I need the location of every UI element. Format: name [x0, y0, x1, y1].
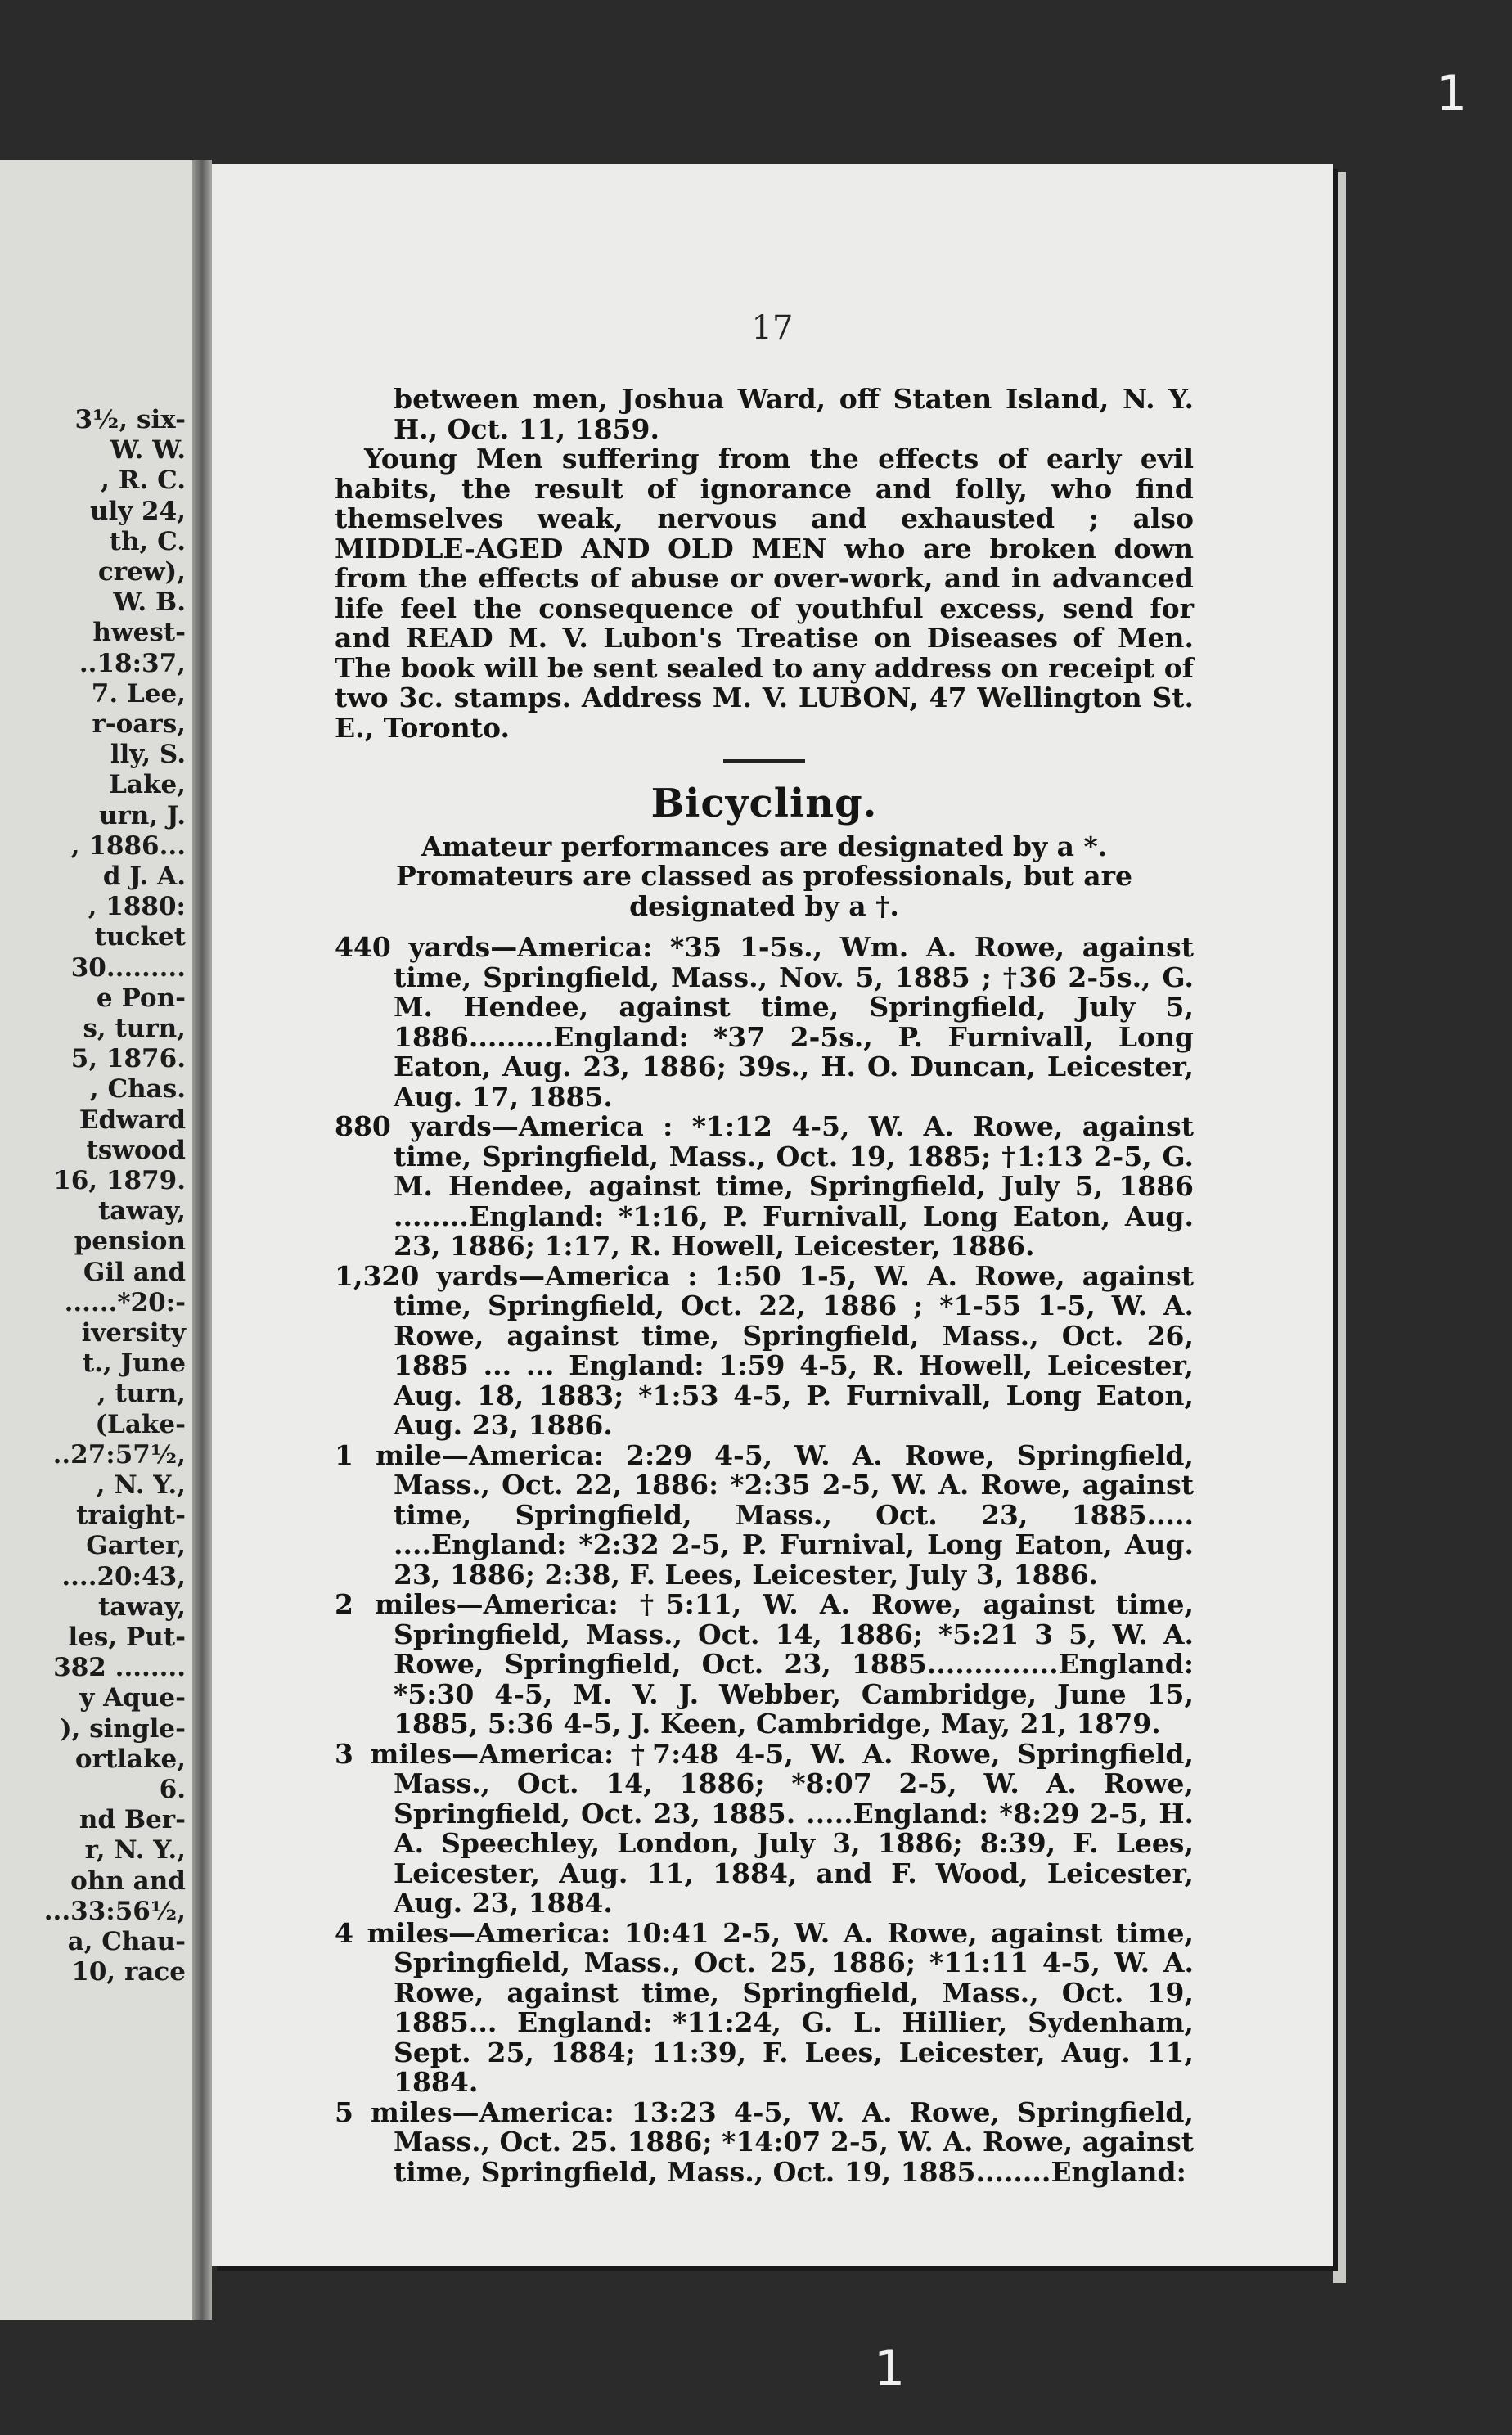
facing-page-line: d J. A. — [102, 862, 186, 891]
facing-page-line: ......*20:- — [64, 1287, 186, 1317]
facing-page-line: , R. C. — [101, 466, 186, 496]
facing-page-line: r-oars, — [92, 709, 186, 739]
page-number: 17 — [751, 309, 794, 347]
facing-page-fragment — [0, 160, 192, 2320]
facing-page-line: les, Put- — [68, 1623, 186, 1652]
facing-page-line: urn, J. — [98, 800, 186, 830]
record-entry: 3 miles—America: †7:48 4-5, W. A. Rowe, Springfield, Mass., Oct. 14, 1886; *8:07 2-5, W. A. Rowe, Springfield, Oct. 23, 1885. .....England: *8:29 2-5, H. A. Speechley, London, July 3, 1886; 8:39, F. Lees, Leicester, Aug. 11, 1884, and F. Wood, Leicester, Aug. 23, 1884. — [335, 1737, 1194, 1919]
facing-page-line: pension — [74, 1227, 186, 1257]
record-entry: 1,320 yards—America : 1:50 1-5, W. A. Rowe, against time, Springfield, Oct. 22, 1886 ; *1-55 1-5, W. A. Rowe, against time, Springfield, Mass., Oct. 26, 1885 ... ... England: 1:59 4-5, R. Howell, Leicester, Aug. 18, 1883; *1:53 4-5, P. Furnivall, Long Eaton, Aug. 23, 1886. — [335, 1259, 1194, 1441]
page-edge — [1333, 172, 1346, 2283]
facing-page-line: , 1880: — [88, 892, 186, 922]
facing-page-line: uly 24, — [89, 496, 186, 526]
section-divider — [723, 759, 805, 763]
facing-page-line: taway, — [97, 1591, 186, 1622]
record-entry: 880 yards—America : *1:12 4-5, W. A. Rowe, against time, Springfield, Mass., Oct. 19, 1885; †1:13 2-5, G. M. Hendee, against time, Springfield, July 5, 1886 ........England: *1:16, P. Furnivall, Long Eaton, Aug. 23, 1886; 1:17, R. Howell, Leicester, 1886. — [335, 1110, 1194, 1262]
facing-page-line: tucket — [94, 922, 186, 952]
facing-page-line: 30......... — [70, 952, 186, 983]
margin-mark-top: 1 — [1436, 65, 1468, 123]
facing-page-line: ..18:37, — [79, 648, 186, 678]
facing-page-line: iversity — [81, 1318, 186, 1348]
facing-page-line: Lake, — [109, 770, 186, 800]
facing-page-line: Garter, — [86, 1531, 186, 1561]
book-gutter — [192, 160, 212, 2320]
facing-page-line: y Aque- — [79, 1683, 186, 1713]
facing-page-line: taway, — [97, 1196, 186, 1227]
record-entry: 4 miles—America: 10:41 2-5, W. A. Rowe, against time, Springfield, Mass., Oct. 25, 1886; *11:11 4-5, W. A. Rowe, against time, Springfield, Mass., Oct. 19, 1885... England: *11:24, G. L. Hillier, Sydenham, Sept. 25, 1884; 11:39, F. Lees, Leicester, Aug. 11, 1884. — [335, 1916, 1194, 2098]
facing-page-line: ), single- — [59, 1713, 186, 1744]
page-body — [335, 385, 1194, 2187]
facing-page-line: , N. Y., — [96, 1470, 186, 1500]
facing-page-line: th, C. — [109, 526, 186, 556]
record-entry: 440 yards—America: *35 1-5s., Wm. A. Rowe, against time, Springfield, Mass., Nov. 5, 1885 ; †36 2-5s., G. M. Hendee, against time, Springfield, July 5, 1886.........England: *37 2-5s., P. Furnivall, Long Eaton, Aug. 23, 1886; 39s., H. O. Duncan, Leicester, Aug. 17, 1885. — [335, 931, 1194, 1113]
facing-page-line: tswood — [86, 1135, 186, 1165]
facing-page-line: Edward — [79, 1105, 186, 1135]
facing-page-line: , 1886... — [70, 830, 186, 861]
record-entry: 2 miles—America: †5:11, W. A. Rowe, against time, Springfield, Mass., Oct. 14, 1886; *5:21 3 5, W. A. Rowe, Springfield, Oct. 23, 1885..............England: *5:30 4-5, M. V. J. Webber, Cambridge, June 15, 1885, 5:36 4-5, J. Keen, Cambridge, May, 21, 1879. — [335, 1588, 1194, 1740]
facing-page-line: ohn and — [70, 1866, 186, 1896]
facing-page-line: , Chas. — [89, 1074, 186, 1105]
record-entry: 1 mile—America: 2:29 4-5, W. A. Rowe, Springfield, Mass., Oct. 22, 1886: *2:35 2-5, W. A. Rowe, against time, Springfield, Mass., Oct. 23, 1885..... ....England: *2:32 2-5, P. Furnival, Long Eaton, Aug. 23, 1886; 2:38, F. Lees, Leicester, July 3, 1886. — [335, 1438, 1194, 1591]
facing-page-line: a, Chau- — [67, 1927, 186, 1956]
facing-page-line: e Pon- — [96, 983, 186, 1013]
facing-page-line: 382 ........ — [53, 1653, 186, 1683]
advertisement-paragraph: Young Men suffering from the effects of early evil habits, the result of ignorance and folly, who find themselves weak, nervous and exhausted ; also MIDDLE-AGED AND OLD MEN who are broken down from the effects of abuse or over-work, and in advanced life feel the consequence of youthful excess, send for and READ M. V. Lubon's Treatise on Diseases of Men. The book will be sent sealed to any address on receipt of two 3c. stamps. Address M. V. LUBON, 47 Wellington St. E., Toronto. — [335, 443, 1194, 744]
facing-page-line: 6. — [159, 1775, 186, 1804]
facing-page-line: (Lake- — [95, 1409, 186, 1439]
facing-page-line: Gil and — [83, 1257, 186, 1287]
margin-mark-bottom: 1 — [874, 2340, 906, 2397]
record-entry: 5 miles—America: 13:23 4-5, W. A. Rowe, Springfield, Mass., Oct. 25. 1886; *14:07 2-5, W. A. Rowe, against time, Springfield, Mass., Oct. 19, 1885........England: — [335, 2095, 1194, 2188]
facing-page-line: ....20:43, — [61, 1561, 186, 1591]
facing-page-line: r, N. Y., — [84, 1835, 186, 1866]
facing-page-line: lly, S. — [110, 740, 186, 770]
facing-page-line: 3½, six- — [74, 405, 186, 434]
facing-page-line: s, turn, — [83, 1014, 186, 1043]
facing-page-line: 7. Lee, — [91, 678, 186, 709]
section-heading: Bicycling. — [650, 781, 878, 826]
facing-page-line: traight- — [76, 1501, 186, 1531]
facing-page-line: 10, race — [71, 1957, 186, 1987]
record-list — [335, 933, 1194, 2187]
facing-page-line: W. B. — [113, 587, 186, 618]
facing-page-line: 16, 1879. — [53, 1166, 186, 1195]
facing-page-line: t., June — [82, 1348, 186, 1379]
page-17 — [212, 164, 1333, 2266]
facing-page-line: ortlake, — [74, 1744, 186, 1774]
designation-note: Amateur performances are designated by a *. Promateurs are classed as professionals, but are designated by a †. — [395, 830, 1133, 922]
facing-page-line: ...33:56½, — [43, 1896, 186, 1926]
facing-page-line: 5, 1876. — [70, 1044, 186, 1074]
facing-page-line: ..27:57½, — [52, 1439, 186, 1470]
facing-page-line: crew), — [97, 557, 186, 587]
facing-page-line: nd Ber- — [79, 1805, 186, 1835]
facing-page-line: , turn, — [97, 1379, 186, 1409]
paragraph-continuation: between men, Joshua Ward, off Staten Island, N. Y. H., Oct. 11, 1859. — [394, 383, 1194, 445]
facing-page-line: hwest- — [92, 618, 186, 648]
facing-page-line: W. W. — [110, 435, 186, 466]
